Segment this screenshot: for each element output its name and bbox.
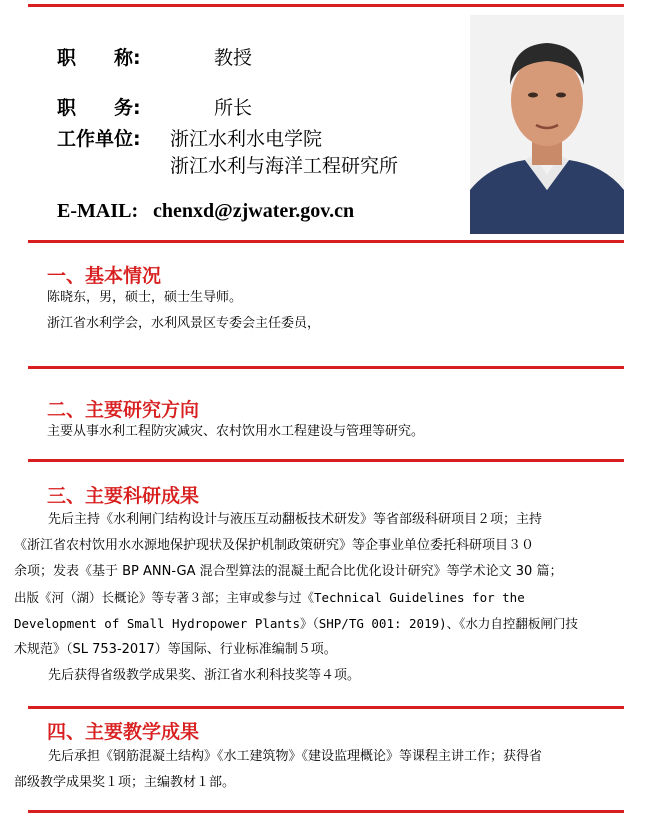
text-line: 术规范》（SL 753-2017）等国际、行业标准编制５项。 bbox=[14, 642, 337, 657]
unit-label: 工作单位: bbox=[57, 128, 141, 150]
section-basic-title: 一、基本情况 bbox=[47, 265, 162, 287]
text-line: 《浙江省农村饮用水水源地保护现状及保护机制政策研究》等企事业单位委托科研项目３０ bbox=[14, 538, 535, 553]
section-basic-body bbox=[47, 285, 320, 337]
section-achievements-body bbox=[14, 507, 578, 689]
section-divider bbox=[28, 366, 624, 369]
top-divider bbox=[28, 4, 624, 7]
unit-value-1: 浙江水利水电学院 bbox=[170, 128, 323, 150]
portrait-photo bbox=[470, 15, 624, 234]
portrait-illustration bbox=[470, 15, 624, 234]
text-line: 主要从事水利工程防灾减灾、农村饮用水工程建设与管理等研究。 bbox=[47, 424, 425, 439]
text-line: 先后承担《钢筋混凝土结构》《水工建筑物》《建设监理概论》等课程主讲工作；获得省 bbox=[48, 749, 543, 764]
email-link[interactable]: chenxd@zjwater.gov.cn bbox=[153, 200, 355, 222]
text-line: 部级教学成果奖１项；主编教材１部。 bbox=[14, 775, 236, 790]
text-line: 浙江省水利学会，水利风景区专委会主任委员， bbox=[47, 316, 321, 331]
text-line: 陈晓东，男，硕士，硕士生导师。 bbox=[47, 290, 243, 305]
text-line: 出版《河（湖）长概论》等专著３部；主审或参与过《Technical Guidelines for the bbox=[14, 590, 525, 605]
section-teaching-title: 四、主要教学成果 bbox=[47, 721, 200, 743]
text-line: Development of Small Hydropower Plants》（SHP/TG 001: 2019)、《水力自控翻板闸门技 bbox=[14, 616, 578, 631]
unit-value-2: 浙江水利与海洋工程研究所 bbox=[170, 155, 399, 177]
title-label: 职 称: bbox=[57, 47, 141, 69]
section-teaching-body bbox=[14, 744, 542, 796]
text-line: 余项；发表《基于 BP ANN-GA 混合型算法的混凝土配合比优化设计研究》等学术论文 30 篇； bbox=[14, 564, 563, 579]
bottom-divider bbox=[28, 810, 624, 813]
section-research-title: 二、主要研究方向 bbox=[47, 399, 200, 421]
text-line: 先后获得省级教学成果奖、浙江省水利科技奖等４项。 bbox=[48, 668, 361, 683]
email-label: E-MAIL: bbox=[57, 200, 139, 222]
title-value: 教授 bbox=[214, 47, 253, 69]
section-divider bbox=[28, 459, 624, 462]
post-value: 所长 bbox=[214, 97, 253, 119]
header-divider bbox=[28, 240, 624, 243]
section-divider bbox=[28, 706, 624, 709]
text-line: 先后主持《水利闸门结构设计与液压互动翻板技术研发》等省部级科研项目２项；主持 bbox=[48, 512, 543, 527]
section-research-body bbox=[47, 419, 424, 445]
post-label: 职 务: bbox=[57, 97, 141, 119]
section-achievements-title: 三、主要科研成果 bbox=[47, 485, 200, 507]
